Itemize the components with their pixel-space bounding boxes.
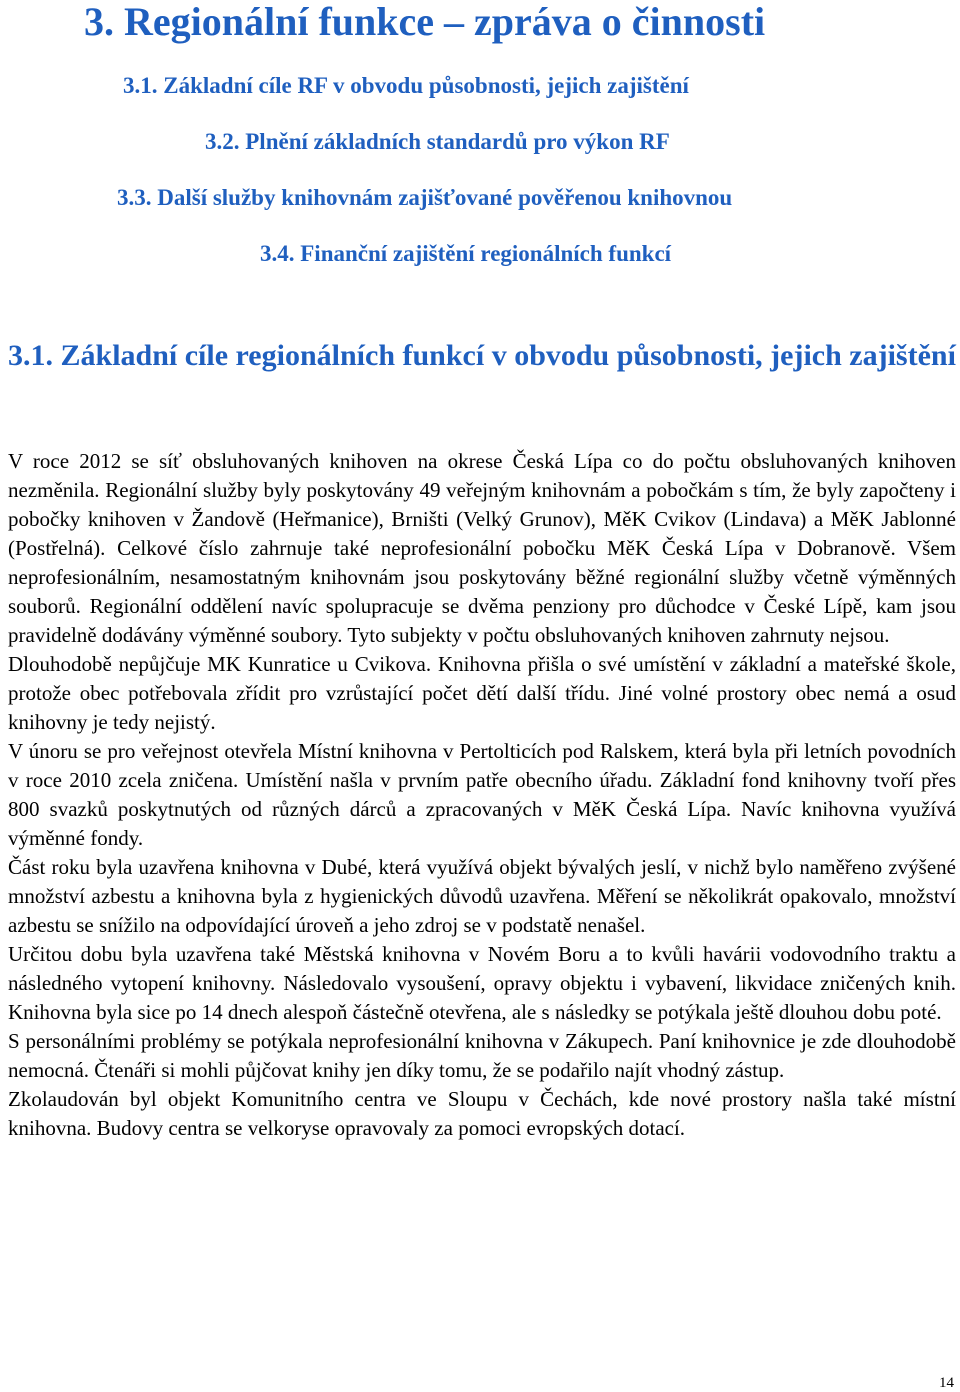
paragraph: Určitou dobu byla uzavřena také Městská knihovna v Novém Boru a to kvůli havárii vodovodního traktu a následného vytopení knihovny. Následovalo vysoušení, opravy objektu i vybavení, likvidace zničených knih. Knihovna byla sice po 14 dnech alespoň částečně otevřena, ale s následky se potýkala ještě dlouhou dobu poté. <box>8 942 956 1024</box>
page-title: 3. Regionální funkce – zpráva o činnosti <box>84 0 766 44</box>
paragraph: V únoru se pro veřejnost otevřela Místní knihovna v Pertolticích pod Ralskem, která byla při letních povodních v roce 2010 zcela zničena. Umístění našla v prvním patře obecního úřadu. Základní fond knihovny tvoří přes 800 svazků poskytnutých od různých dárců a zpracovaných v MěK Česká Lípa. Navíc knihovna využívá výměnné fondy. <box>8 739 956 850</box>
paragraph: S personálními problémy se potýkala neprofesionální knihovna v Zákupech. Paní knihovnice je zde dlouhodobě nemocná. Čtenáři si mohli půjčovat knihy jen díky tomu, že se podařilo najít vhodný zástup. <box>8 1029 956 1082</box>
paragraph: Část roku byla uzavřena knihovna v Dubé, která využívá objekt bývalých jeslí, v nichž bylo naměřeno zvýšené množství azbestu a knihovna byla z hygienických důvodů uzavřena. Měření se několikrát opakovalo, množství azbestu se snížilo na odpovídající úroveň a jeho zdroj se v podstatě nenašel. <box>8 855 956 937</box>
paragraph: Zkolaudován byl objekt Komunitního centra ve Sloupu v Čechách, kde nové prostory našla také místní knihovna. Budovy centra se velkoryse opravovaly za pomoci evropských dotací. <box>8 1087 956 1140</box>
toc-item-3-1: 3.1. Základní cíle RF v obvodu působnosti, jejich zajištění <box>123 73 689 98</box>
body-text <box>8 447 956 1143</box>
page-number: 14 <box>939 1375 954 1391</box>
paragraph: V roce 2012 se síť obsluhovaných knihoven na okrese Česká Lípa co do počtu obsluhovaných knihoven nezměnila. Regionální služby byly poskytovány 49 veřejným knihovnám a pobočkám s tím, že byly započteny i pobočky knihoven v Žandově (Heřmanice), Brništi (Velký Grunov), MěK Cvikov (Lindava) a MěK Jablonné (Postřelná). Celkové číslo zahrnuje také neprofesionální pobočku MěK Česká Lípa v Dobranově. Všem neprofesionálním, nesamostatným knihovnám jsou poskytovány běžné regionální služby včetně výměnných souborů. Regionální oddělení navíc spolupracuje se dvěma penziony pro důchodce v České Lípě, kam jsou pravidelně dodávány výměnné soubory. Tyto subjekty v počtu obsluhovaných knihoven zahrnuty nejsou. <box>8 449 956 647</box>
toc-item-3-4: 3.4. Finanční zajištění regionálních funkcí <box>260 241 672 266</box>
toc-item-3-2: 3.2. Plnění základních standardů pro výkon RF <box>205 129 670 154</box>
paragraph: Dlouhodobě nepůjčuje MK Kunratice u Cvikova. Knihovna přišla o své umístění v základní a mateřské škole, protože obec potřebovala zřídit pro vzrůstající počet dětí další třídu. Jiné volné prostory obec nemá a osud knihovny je tedy nejistý. <box>8 652 956 734</box>
section-heading: 3.1. Základní cíle regionálních funkcí v obvodu působnosti, jejich zajištění <box>8 339 956 372</box>
toc-item-3-3: 3.3. Další služby knihovnám zajišťované pověřenou knihovnou <box>117 185 733 210</box>
